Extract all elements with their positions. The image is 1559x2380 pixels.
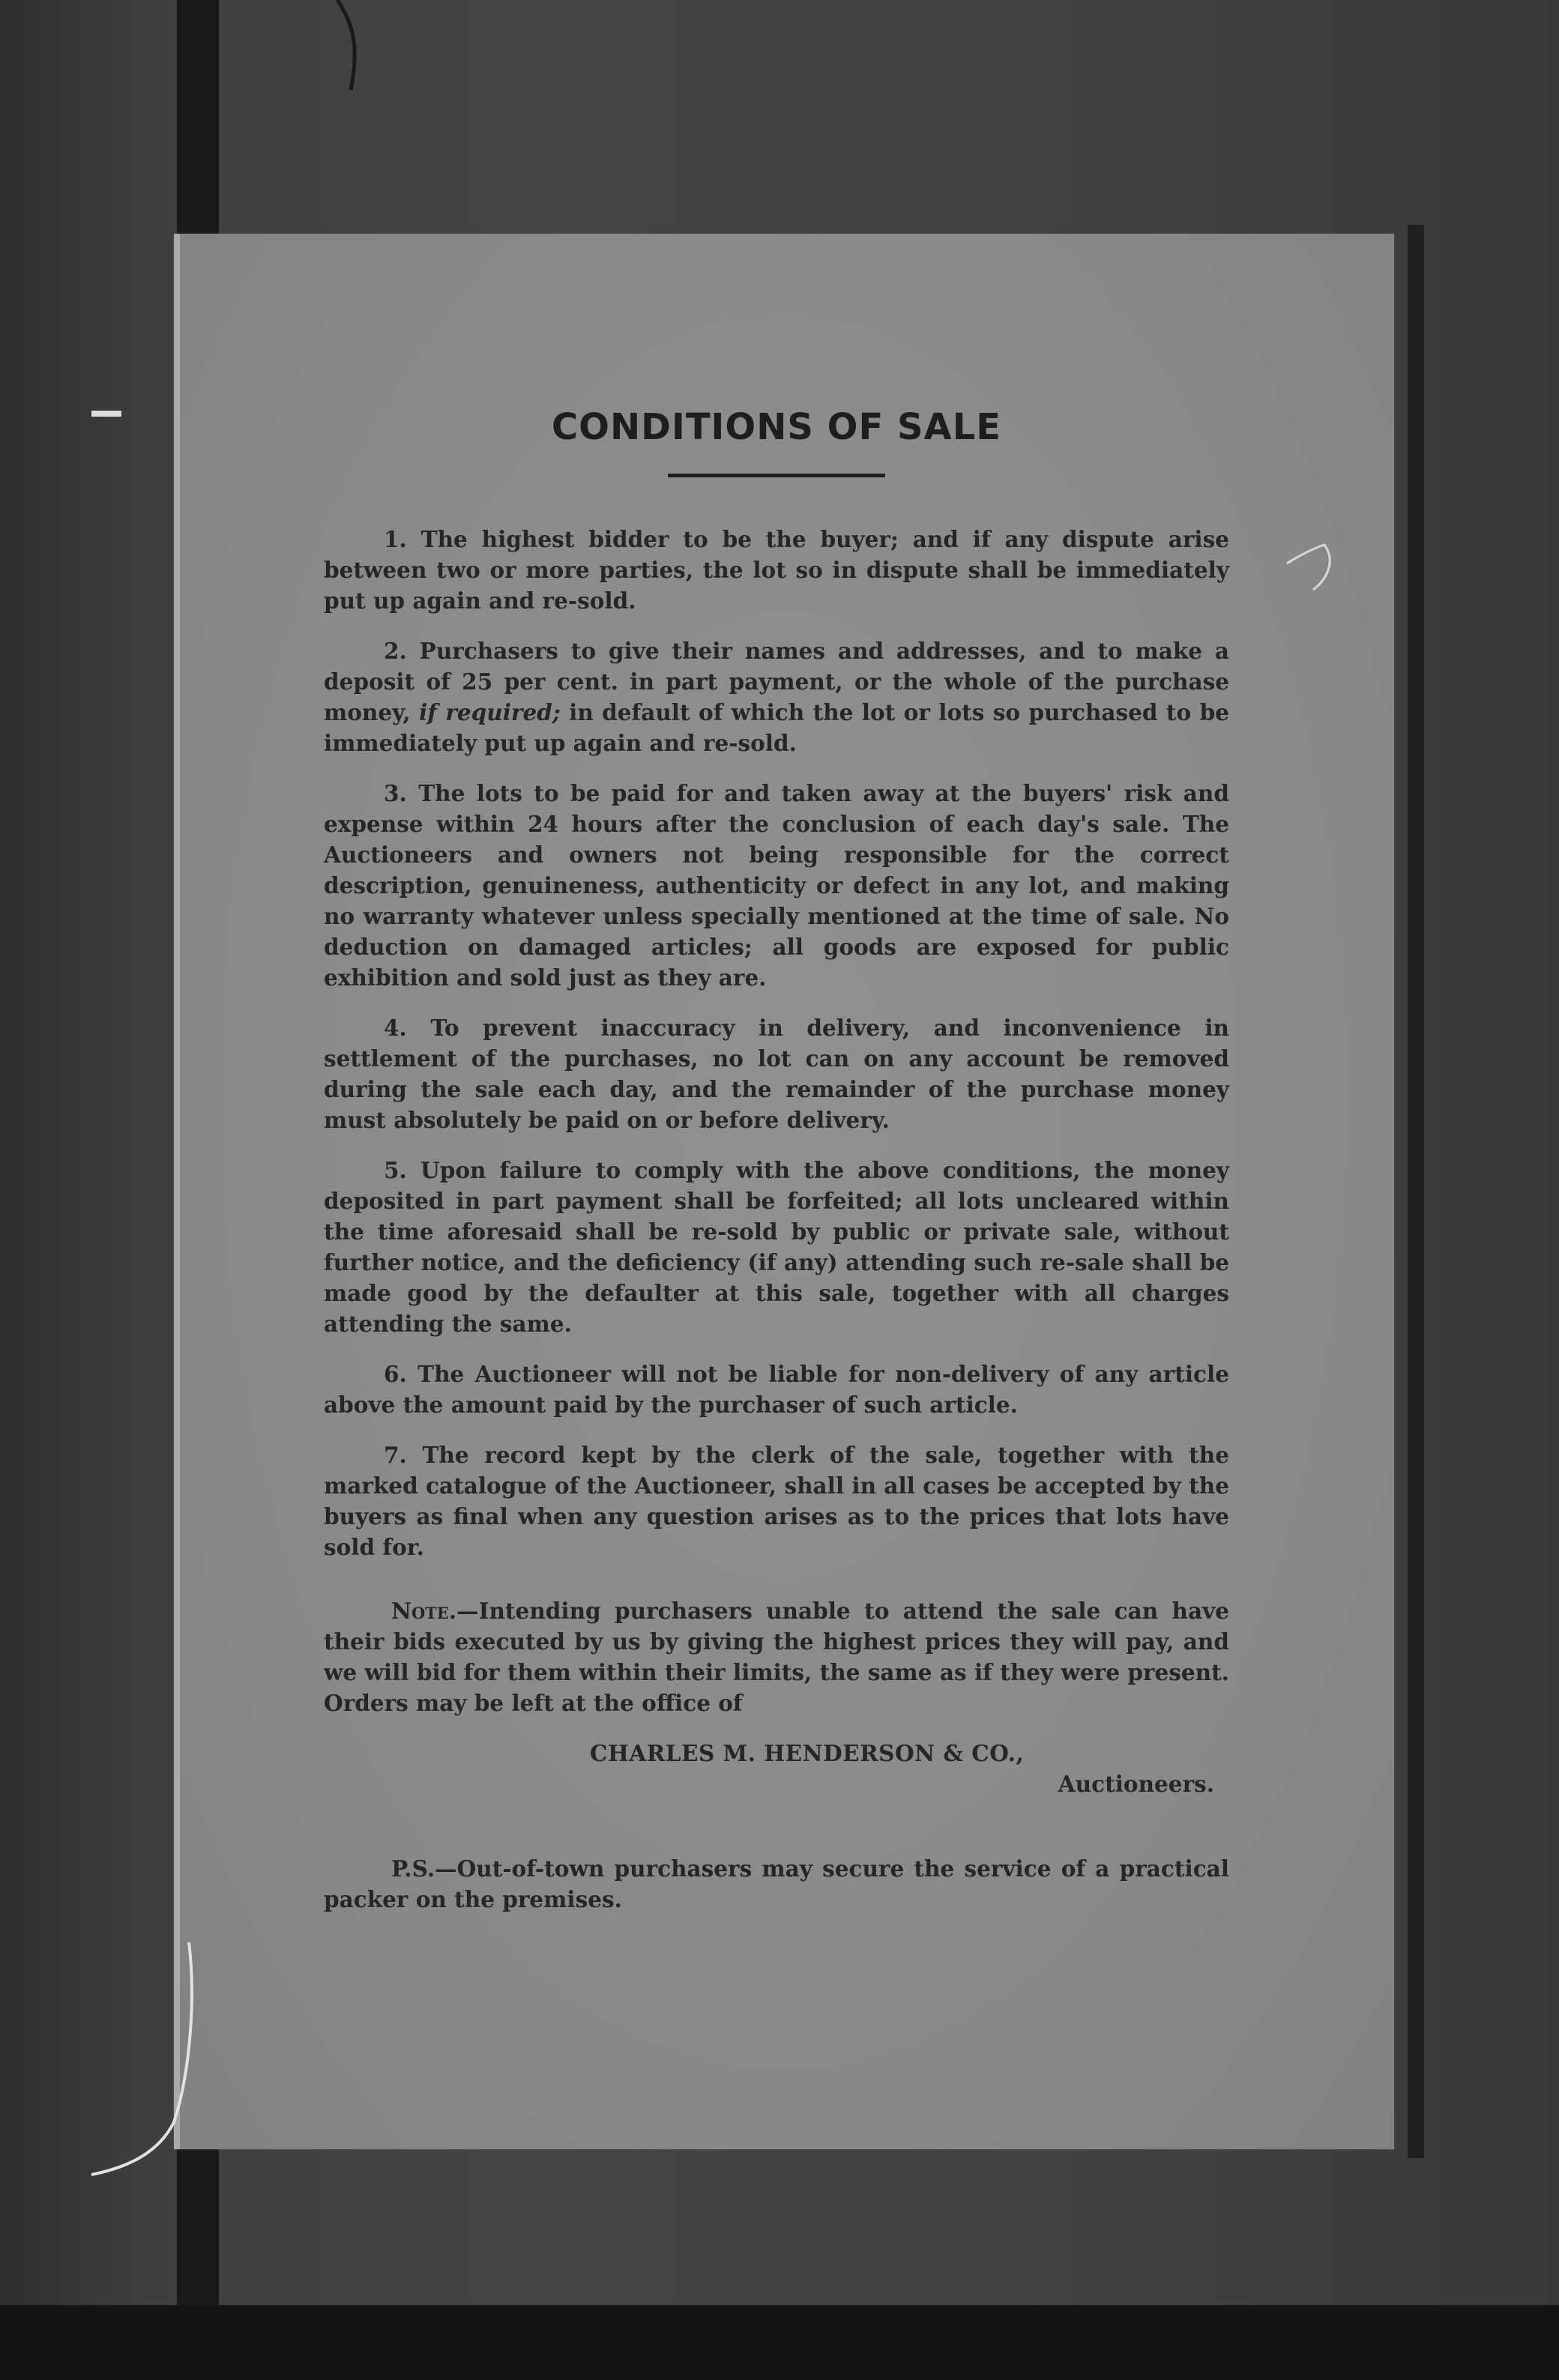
document-title: CONDITIONS OF SALE (551, 406, 1002, 448)
condition-2-text: 2. Purchasers to give their names and addresses, and to make a deposit of 25 per cent. in part payment, or the whole of the purchase money, (324, 638, 1229, 725)
title-underline (668, 474, 885, 477)
condition-1: 1. The highest bidder to be the buyer; and if any dispute arise between two or more parties, the lot so in dispute shall be immediately put up again and re-sold. (324, 526, 1229, 614)
condition-6: 6. The Auctioneer will not be liable for non-delivery of any article above the amount paid by the purchaser of such article. (324, 1361, 1229, 1418)
conditions-text (324, 406, 1229, 1934)
condition-2 (324, 635, 1229, 758)
postscript: P.S.—Out-of-town purchasers may secure the service of a practical packer on the premises. (324, 1855, 1229, 1912)
condition-4: 4. To prevent inaccuracy in delivery, and inconvenience in settlement of the purchases, no lot can on any account be removed during the sale each day, and the remainder of the purchase money must absolutely be paid on or before delivery. (324, 1015, 1229, 1133)
clip-mark (91, 411, 121, 417)
condition-7: 7. The record kept by the clerk of the sale, together with the marked catalogue of the Auctioneer, shall in all cases be accepted by the buyers as final when any question arises as to the prices that lots have sold for. (324, 1442, 1229, 1560)
sheet-edge (174, 234, 180, 2149)
top-scratch-mark (330, 0, 375, 97)
lower-left-paper-curl (84, 1942, 204, 2182)
note-label: Note. (391, 1598, 457, 1624)
condition-2-italic: if required; (419, 699, 561, 725)
note-text: —Intending purchasers unable to attend the sale can have their bids executed by us by giving the highest prices they will pay, and we will bid for them within their limits, the same as if they were present. Orders may be left at the office of (324, 1598, 1229, 1716)
condition-3: 3. The lots to be paid for and taken away at the buyers' risk and expense within 24 hours after the conclusion of each day's sale. The Auctioneers and owners not being responsible for the correct description, genuineness, authenticity or defect in any lot, and making no warranty whatever unless specially mentioned at the time of sale. No deduction on damaged articles; all goods are exposed for public exhibition and sold just as they are. (324, 780, 1229, 991)
condition-5: 5. Upon failure to comply with the above conditions, the money deposited in part payment shall be forfeited; all lots uncleared within the time aforesaid shall be re-sold by public or private sale, without further notice, and the deficiency (if any) attending such re-sale shall be made good by the defaulter at this sale, together with all charges attending the same. (324, 1157, 1229, 1337)
document-sheet (174, 234, 1394, 2149)
margin-pencil-mark (1283, 534, 1343, 601)
condition-2-text-end: in default of which the lot or lots so purchased to be immediately put up again and re-sold. (324, 699, 1229, 756)
company-role: Auctioneers. (1058, 1771, 1214, 1797)
bottom-dark-strip (0, 2305, 1559, 2380)
right-shadow-band (1408, 225, 1424, 2158)
company-name: CHARLES M. HENDERSON & CO., (590, 1740, 1025, 1766)
note-paragraph (324, 1595, 1229, 1718)
